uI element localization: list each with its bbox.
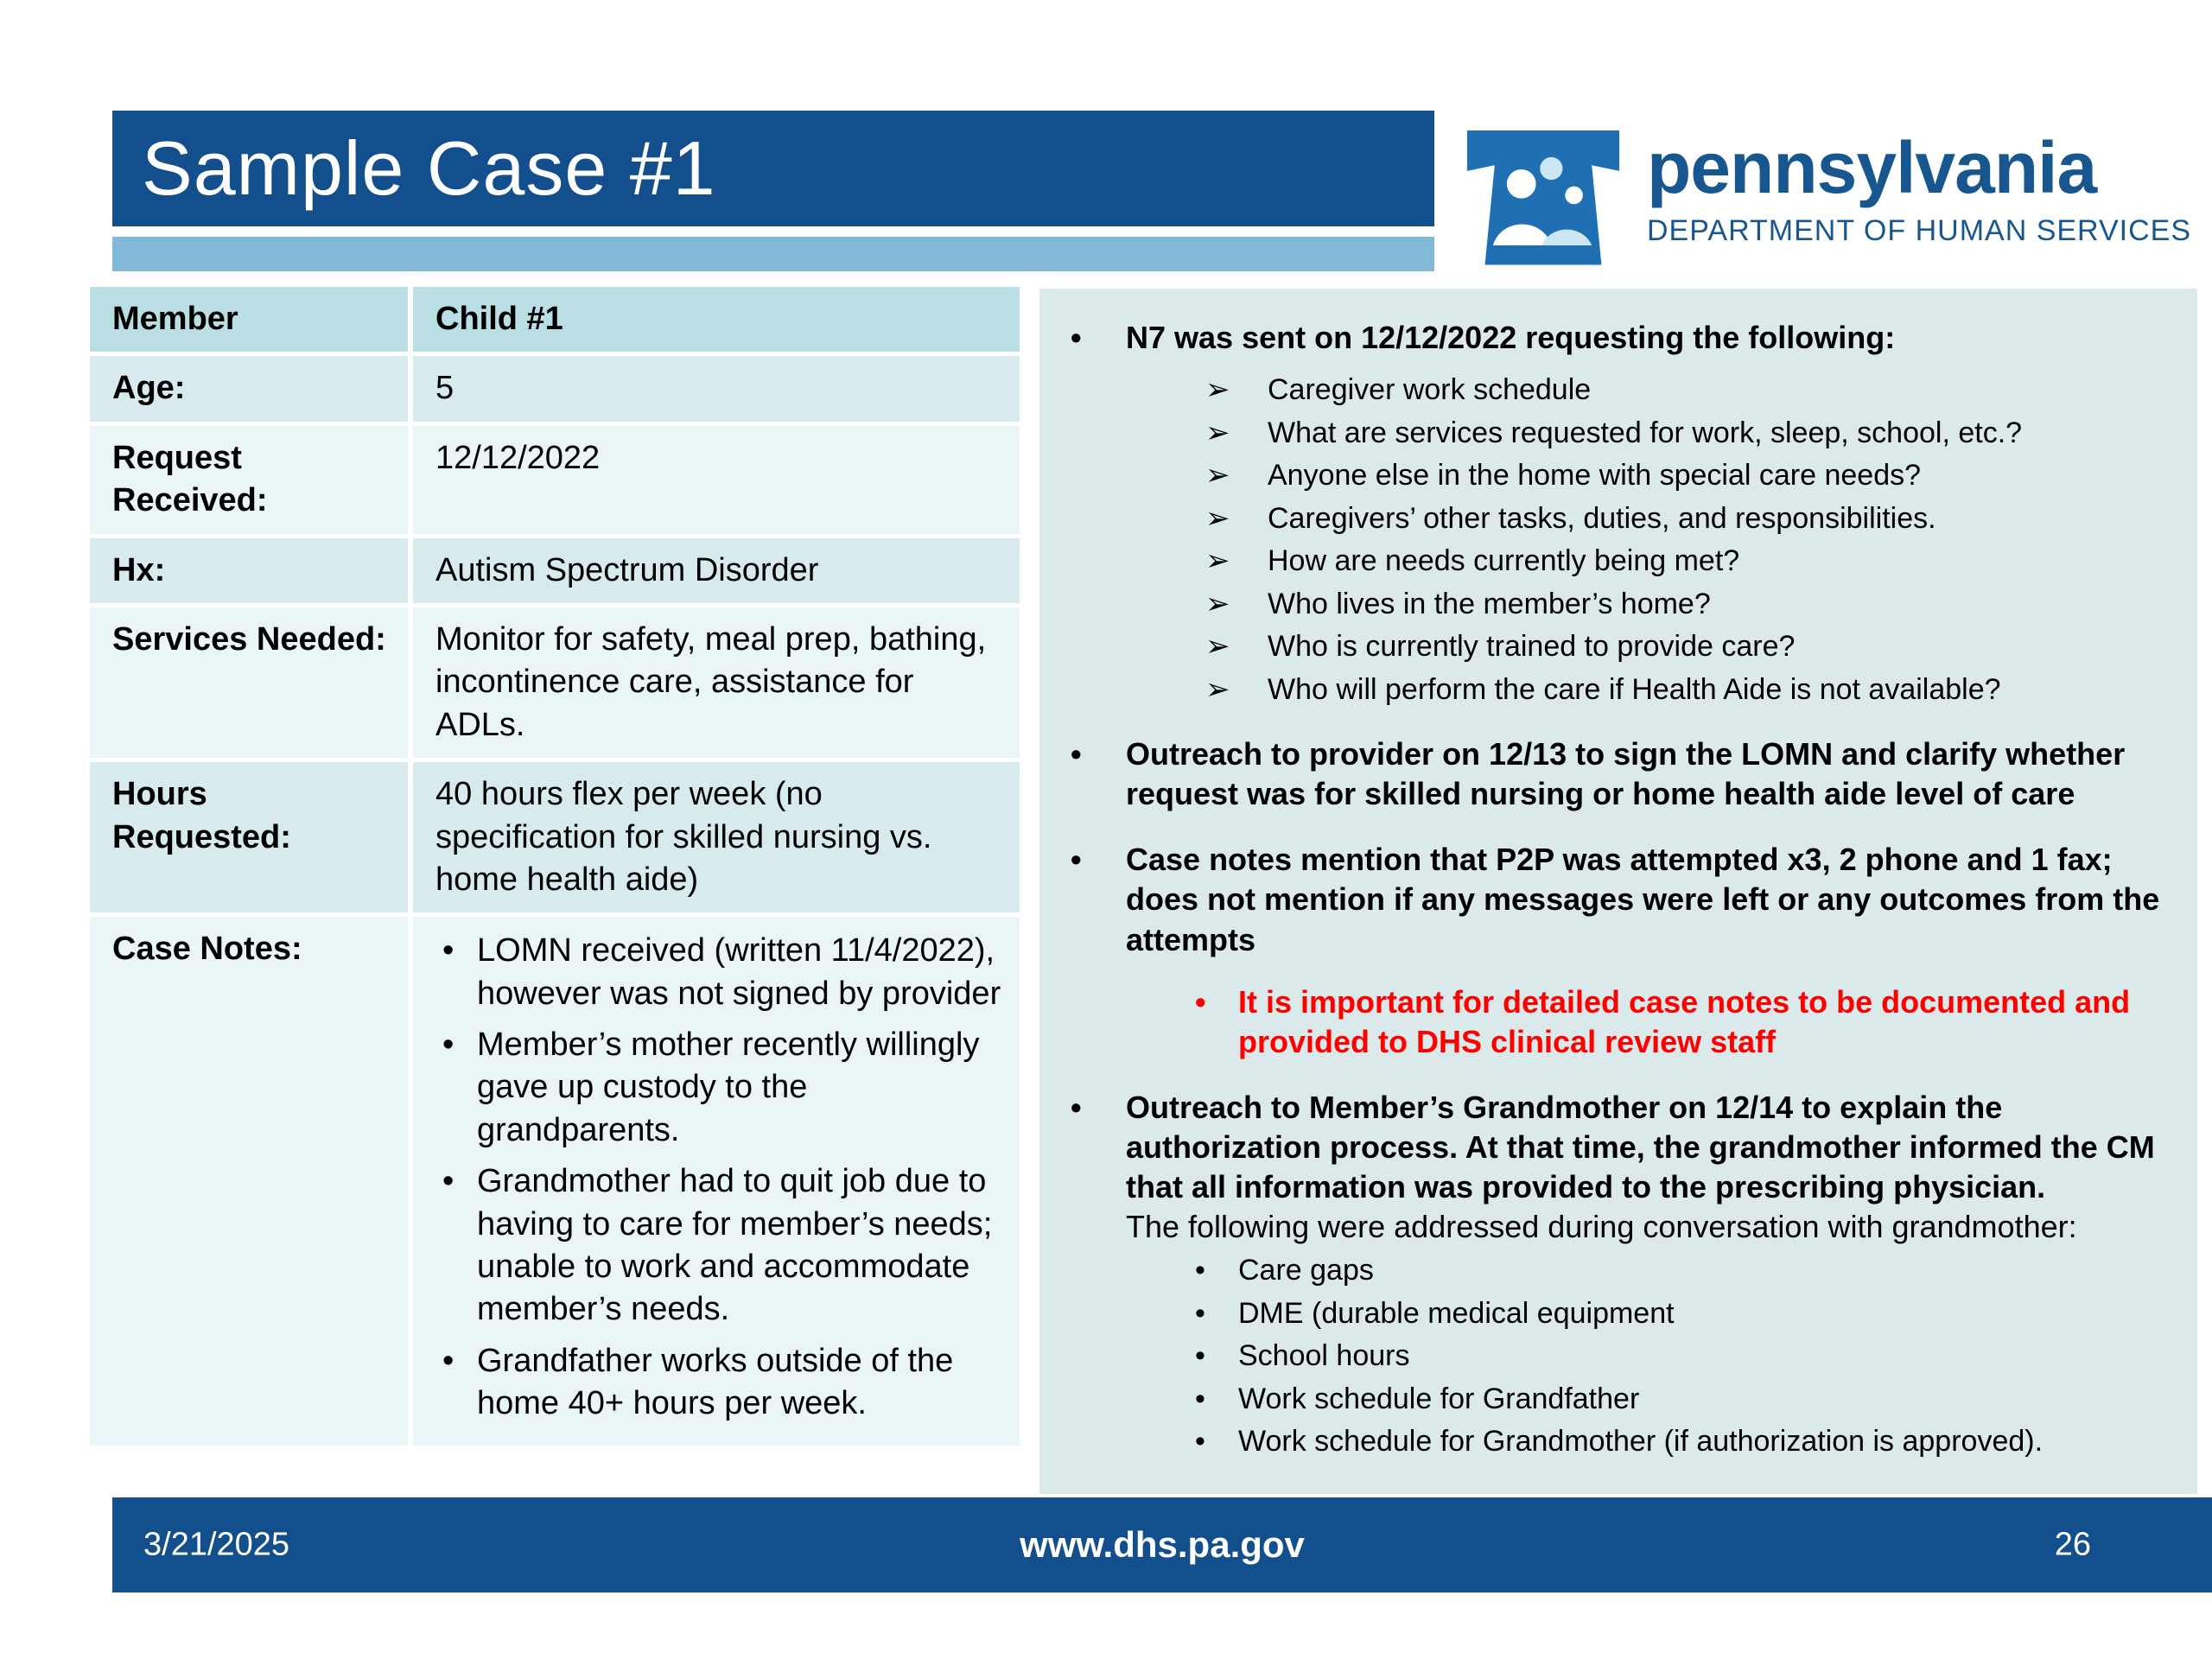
- bullet-marker: •: [1195, 1425, 1205, 1459]
- bullet-text: DME (durable medical equipment: [1238, 1296, 1675, 1330]
- bullet-marker: •: [1071, 736, 1082, 772]
- bullet-marker: •: [1071, 1089, 1082, 1125]
- table-row: [90, 762, 1020, 912]
- panel-bullet: [1065, 671, 2175, 709]
- row-value: [413, 917, 1020, 1445]
- panel-bullet: [1065, 543, 2175, 581]
- table-row: [90, 917, 1020, 1445]
- bullet-text: Outreach to Member’s Grandmother on 12/14 to explain the authorization process. At that time, the grandmother informed the CM that all information was provided to the prescribing physician. The following were addressed during conversation with grandmother:: [1126, 1089, 2155, 1244]
- case-note-bullet: [435, 1160, 1006, 1332]
- panel-bullet: [1065, 415, 2175, 453]
- row-label: Case Notes:: [90, 917, 408, 1445]
- bullet-marker: •: [1071, 320, 1082, 355]
- bullet-text: Who lives in the member’s home?: [1268, 587, 1711, 620]
- bullet-text: Care gaps: [1238, 1254, 1374, 1287]
- arrowhead-icon: ➢: [1205, 501, 1230, 535]
- panel-bullet: [1065, 982, 2175, 1062]
- bullet-text: LOMN received (written 11/4/2022), however was not signed by provider: [477, 932, 1001, 1012]
- keystone-icon: [1462, 118, 1624, 271]
- panel-bullet: [1065, 1423, 2175, 1461]
- bullet-text: Work schedule for Grandfather: [1238, 1382, 1640, 1415]
- case-note-bullet: [435, 1340, 1006, 1426]
- bullet-text: Who is currently trained to provide care?: [1268, 630, 1796, 664]
- bullet-text: N7 was sent on 12/12/2022 requesting the following:: [1126, 320, 1896, 355]
- row-value: Child #1: [413, 287, 1020, 352]
- arrowhead-icon: ➢: [1205, 672, 1230, 706]
- panel-bullet: [1065, 500, 2175, 538]
- row-value: Autism Spectrum Disorder: [413, 538, 1020, 603]
- row-value: 12/12/2022: [413, 426, 1020, 534]
- row-label: Hours Requested:: [90, 762, 408, 912]
- panel-bullet: [1065, 1295, 2175, 1333]
- panel-bullet: [1065, 1381, 2175, 1419]
- bullet-marker: •: [1071, 842, 1082, 878]
- table-row: [90, 287, 1020, 352]
- bullet-marker: •: [442, 1342, 454, 1379]
- bullet-marker: •: [442, 1027, 454, 1064]
- panel-bullet: [1065, 1338, 2175, 1376]
- bullet-text: School hours: [1238, 1339, 1410, 1373]
- member-table: [90, 287, 1020, 1446]
- bullet-text: Caregiver work schedule: [1268, 373, 1592, 407]
- table-row: [90, 356, 1020, 421]
- arrowhead-icon: ➢: [1205, 459, 1230, 493]
- bullet-text: Member’s mother recently willingly gave up custody to the grandparents.: [477, 1027, 980, 1148]
- bullet-text: What are services requested for work, sleep, school, etc.?: [1268, 416, 2023, 449]
- title-accent-stripe: [112, 237, 1434, 271]
- row-value: 40 hours flex per week (no specification for skilled nursing vs. home health aide): [413, 762, 1020, 912]
- bullet-marker: •: [1195, 1339, 1205, 1373]
- bullet-text: Case notes mention that P2P was attempted x3, 2 phone and 1 fax; does not mention if any messages were left or any outcomes from the attempts: [1126, 842, 2160, 957]
- case-note-bullet: [435, 1024, 1006, 1152]
- footer-date: 3/21/2025: [143, 1526, 290, 1563]
- panel-bullet: [1065, 840, 2175, 959]
- table-row: [90, 538, 1020, 603]
- footer-page-number: 26: [2054, 1526, 2091, 1563]
- table-row: [90, 426, 1020, 534]
- arrowhead-icon: ➢: [1205, 544, 1230, 578]
- panel-bullet: [1065, 734, 2175, 814]
- row-value: Monitor for safety, meal prep, bathing, incontinence care, assistance for ADLs.: [413, 607, 1020, 758]
- panel-bullet: [1065, 457, 2175, 495]
- row-label: Services Needed:: [90, 607, 408, 758]
- bullet-text: Work schedule for Grandmother (if authorization is approved).: [1238, 1425, 2044, 1459]
- panel-bullet: [1065, 372, 2175, 410]
- bullet-text: Anyone else in the home with special care needs?: [1268, 459, 1922, 493]
- bullet-marker: •: [1195, 983, 1206, 1020]
- bullet-text: It is important for detailed case notes to be documented and provided to DHS clinical review staff: [1238, 983, 2131, 1059]
- arrowhead-icon: ➢: [1205, 587, 1230, 620]
- bullet-marker: •: [1195, 1254, 1205, 1287]
- footer-url: www.dhs.pa.gov: [1020, 1524, 1305, 1565]
- bullet-text: Who will perform the care if Health Aide is not available?: [1268, 672, 2001, 706]
- panel-bullet: [1065, 628, 2175, 666]
- logo-wordmark: pennsylvania: [1647, 127, 2097, 208]
- row-value: 5: [413, 356, 1020, 421]
- row-label: Hx:: [90, 538, 408, 603]
- bullet-text: How are needs currently being met?: [1268, 544, 1740, 578]
- bullet-marker: •: [442, 932, 454, 969]
- bullet-marker: •: [1195, 1296, 1205, 1330]
- bullet-text: Caregivers’ other tasks, duties, and responsibilities.: [1268, 501, 1936, 535]
- bullet-text: Outreach to provider on 12/13 to sign the LOMN and clarify whether request was for skilled nursing or home health aide level of care: [1126, 736, 2126, 812]
- logo-text: [1647, 118, 2191, 248]
- panel-bullet: [1065, 586, 2175, 624]
- table-row: [90, 607, 1020, 758]
- row-label: Member: [90, 287, 408, 352]
- page-title: Sample Case #1: [142, 125, 716, 211]
- arrowhead-icon: ➢: [1205, 630, 1230, 664]
- panel-bullet: [1065, 1088, 2175, 1247]
- row-label: Age:: [90, 356, 408, 421]
- footer-bar: [112, 1497, 2212, 1592]
- bullet-marker: •: [1195, 1382, 1205, 1415]
- panel-bullet: [1065, 1252, 2175, 1290]
- title-bar: [112, 111, 1434, 226]
- dhs-logo: [1462, 118, 2191, 271]
- case-note-bullet: [435, 930, 1006, 1015]
- case-panel: [1039, 289, 2197, 1494]
- bullet-text: Grandmother had to quit job due to having to care for member’s needs; unable to work and accommodate member’s needs.: [477, 1163, 993, 1328]
- logo-subtitle: DEPARTMENT OF HUMAN SERVICES: [1647, 214, 2192, 247]
- row-label: Request Received:: [90, 426, 408, 534]
- arrowhead-icon: ➢: [1205, 373, 1230, 407]
- arrowhead-icon: ➢: [1205, 416, 1230, 449]
- bullet-text: Grandfather works outside of the home 40+ hours per week.: [477, 1342, 954, 1422]
- bullet-marker: •: [442, 1163, 454, 1200]
- panel-bullet: [1065, 318, 2175, 358]
